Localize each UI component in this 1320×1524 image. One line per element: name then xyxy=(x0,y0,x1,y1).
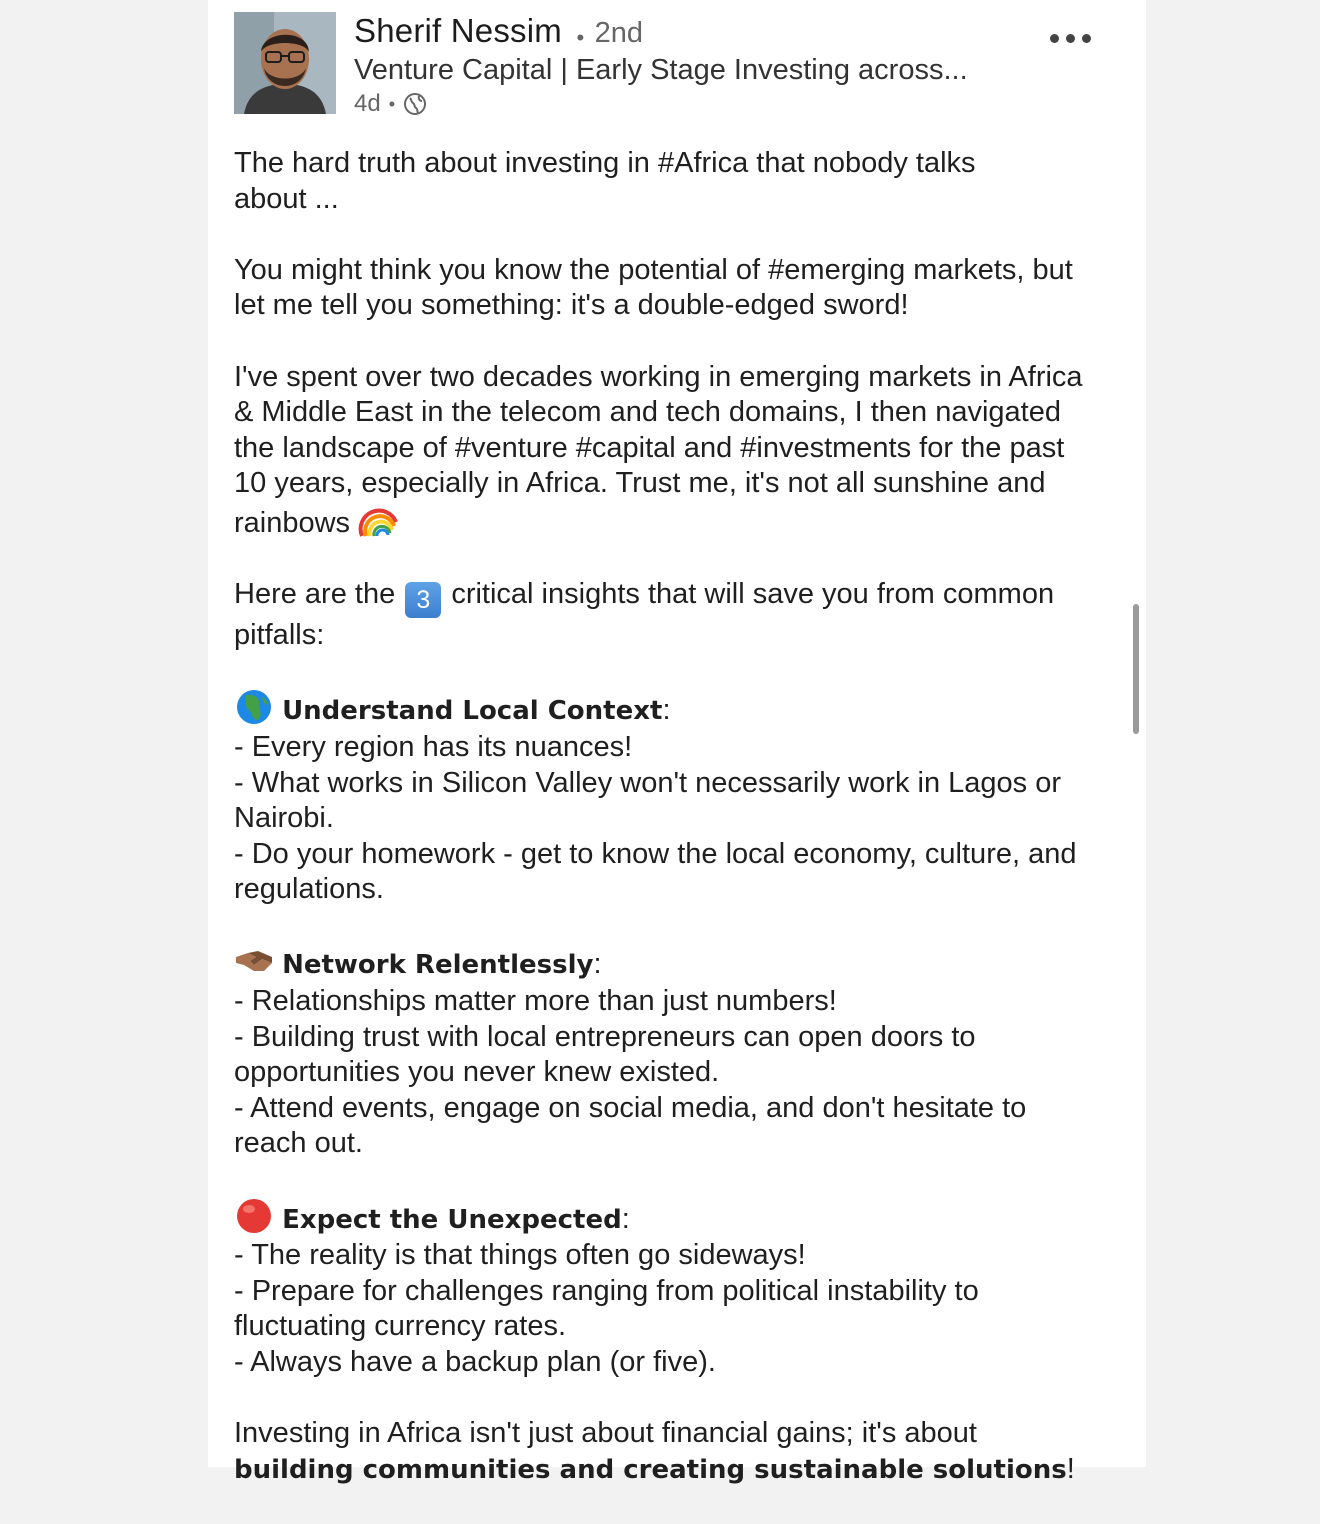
post-line: Investing in Africa isn't just about financial gains; it's about xyxy=(234,1417,977,1450)
post-line: & Middle East in the telecom and tech domains, I then navigated xyxy=(234,396,1061,429)
post-line: - Every region has its nuances! xyxy=(234,730,633,763)
post-line-text: rainbows xyxy=(234,506,351,539)
more-options-button[interactable] xyxy=(1040,22,1100,54)
post-section-2 xyxy=(234,943,1146,1162)
post-line: regulations. xyxy=(234,873,384,906)
post-paragraph-2 xyxy=(234,253,1146,324)
post-line: - Always have a backup plan (or five). xyxy=(234,1346,716,1378)
post-line: You might think you know the potential of #emerging markets, but xyxy=(234,253,1073,286)
post-line: let me tell you something: it's a double-edged sword! xyxy=(234,289,909,322)
post-section-3 xyxy=(234,1198,1146,1381)
scrollbar[interactable] xyxy=(1133,604,1139,734)
section-title: Expect the Unexpected xyxy=(282,1204,622,1235)
post-line: - Prepare for challenges ranging from political instability to xyxy=(234,1274,979,1307)
post-line: - What works in Silicon Valley won't necessarily work in Lagos or xyxy=(234,766,1061,799)
more-dot xyxy=(1082,34,1091,43)
meta-separator: • xyxy=(388,93,396,114)
post-line-text: critical insights that will save you from common xyxy=(451,578,1055,611)
author-avatar[interactable] xyxy=(234,12,336,114)
connection-degree: 2nd xyxy=(594,17,643,49)
author-headline: Venture Capital | Early Stage Investing across... xyxy=(354,54,968,86)
handshake-icon xyxy=(234,943,274,979)
post-line: - Do your homework - get to know the local economy, culture, and xyxy=(234,837,1077,870)
post-time: 4d xyxy=(354,90,381,117)
post-line: Nairobi. xyxy=(234,802,334,835)
more-dot xyxy=(1066,34,1075,43)
post-line xyxy=(234,1452,1146,1489)
post-paragraph-3 xyxy=(234,360,1146,542)
post-paragraph-1 xyxy=(234,146,1146,217)
degree-separator: • xyxy=(576,24,585,50)
post-line-text: Here are the xyxy=(234,578,396,611)
post-line: 10 years, especially in Africa. Trust me, it's not all sunshine and xyxy=(234,467,1046,500)
section-heading: Network Relentlessly: xyxy=(234,943,1146,984)
post-section-1 xyxy=(234,689,1146,908)
post-line: pitfalls: xyxy=(234,619,325,652)
post-card xyxy=(208,0,1146,1485)
more-horizontal-icon xyxy=(1050,34,1059,43)
post-line xyxy=(234,577,1146,618)
post-line-text: ! xyxy=(1066,1452,1075,1485)
post-paragraph-4 xyxy=(234,577,1146,654)
post-closing xyxy=(234,1416,1146,1488)
post-line: - Attend events, engage on social media, and don't hesitate to xyxy=(234,1091,1027,1124)
red-circle-icon xyxy=(234,1198,274,1234)
post-line: reach out. xyxy=(234,1127,363,1160)
section-title: Understand Local Context xyxy=(282,696,663,727)
post-line: The hard truth about investing in #Africa that nobody talks xyxy=(234,147,976,179)
post-line: - Building trust with local entrepreneurs can open doors to xyxy=(234,1020,976,1053)
post-line xyxy=(234,502,1146,542)
author-name[interactable]: Sherif Nessim xyxy=(354,12,562,49)
post-body xyxy=(234,146,1146,1524)
post-line: I've spent over two decades working in emerging markets in Africa xyxy=(234,360,1083,393)
post-line: opportunities you never knew existed. xyxy=(234,1056,720,1089)
section-heading: Expect the Unexpected: xyxy=(234,1198,1146,1239)
globe-icon xyxy=(403,92,427,116)
post-line: fluctuating currency rates. xyxy=(234,1310,567,1343)
section-title: Network Relentlessly xyxy=(282,950,594,981)
rainbow-icon xyxy=(358,502,398,538)
post-meta xyxy=(354,90,427,118)
post-line: - The reality is that things often go sideways! xyxy=(234,1239,806,1272)
post-line: - Relationships matter more than just numbers! xyxy=(234,985,837,1018)
section-heading: Understand Local Context: xyxy=(234,689,1146,730)
closing-bold-text: building communities and creating sustainable solutions xyxy=(234,1454,1067,1485)
keycap-three-icon: 3 xyxy=(405,582,441,618)
globe-africa-icon xyxy=(234,689,274,725)
post-line: about ... xyxy=(234,182,339,215)
author-name-row xyxy=(354,12,643,52)
post-line: the landscape of #venture #capital and #investments for the past xyxy=(234,431,1065,464)
